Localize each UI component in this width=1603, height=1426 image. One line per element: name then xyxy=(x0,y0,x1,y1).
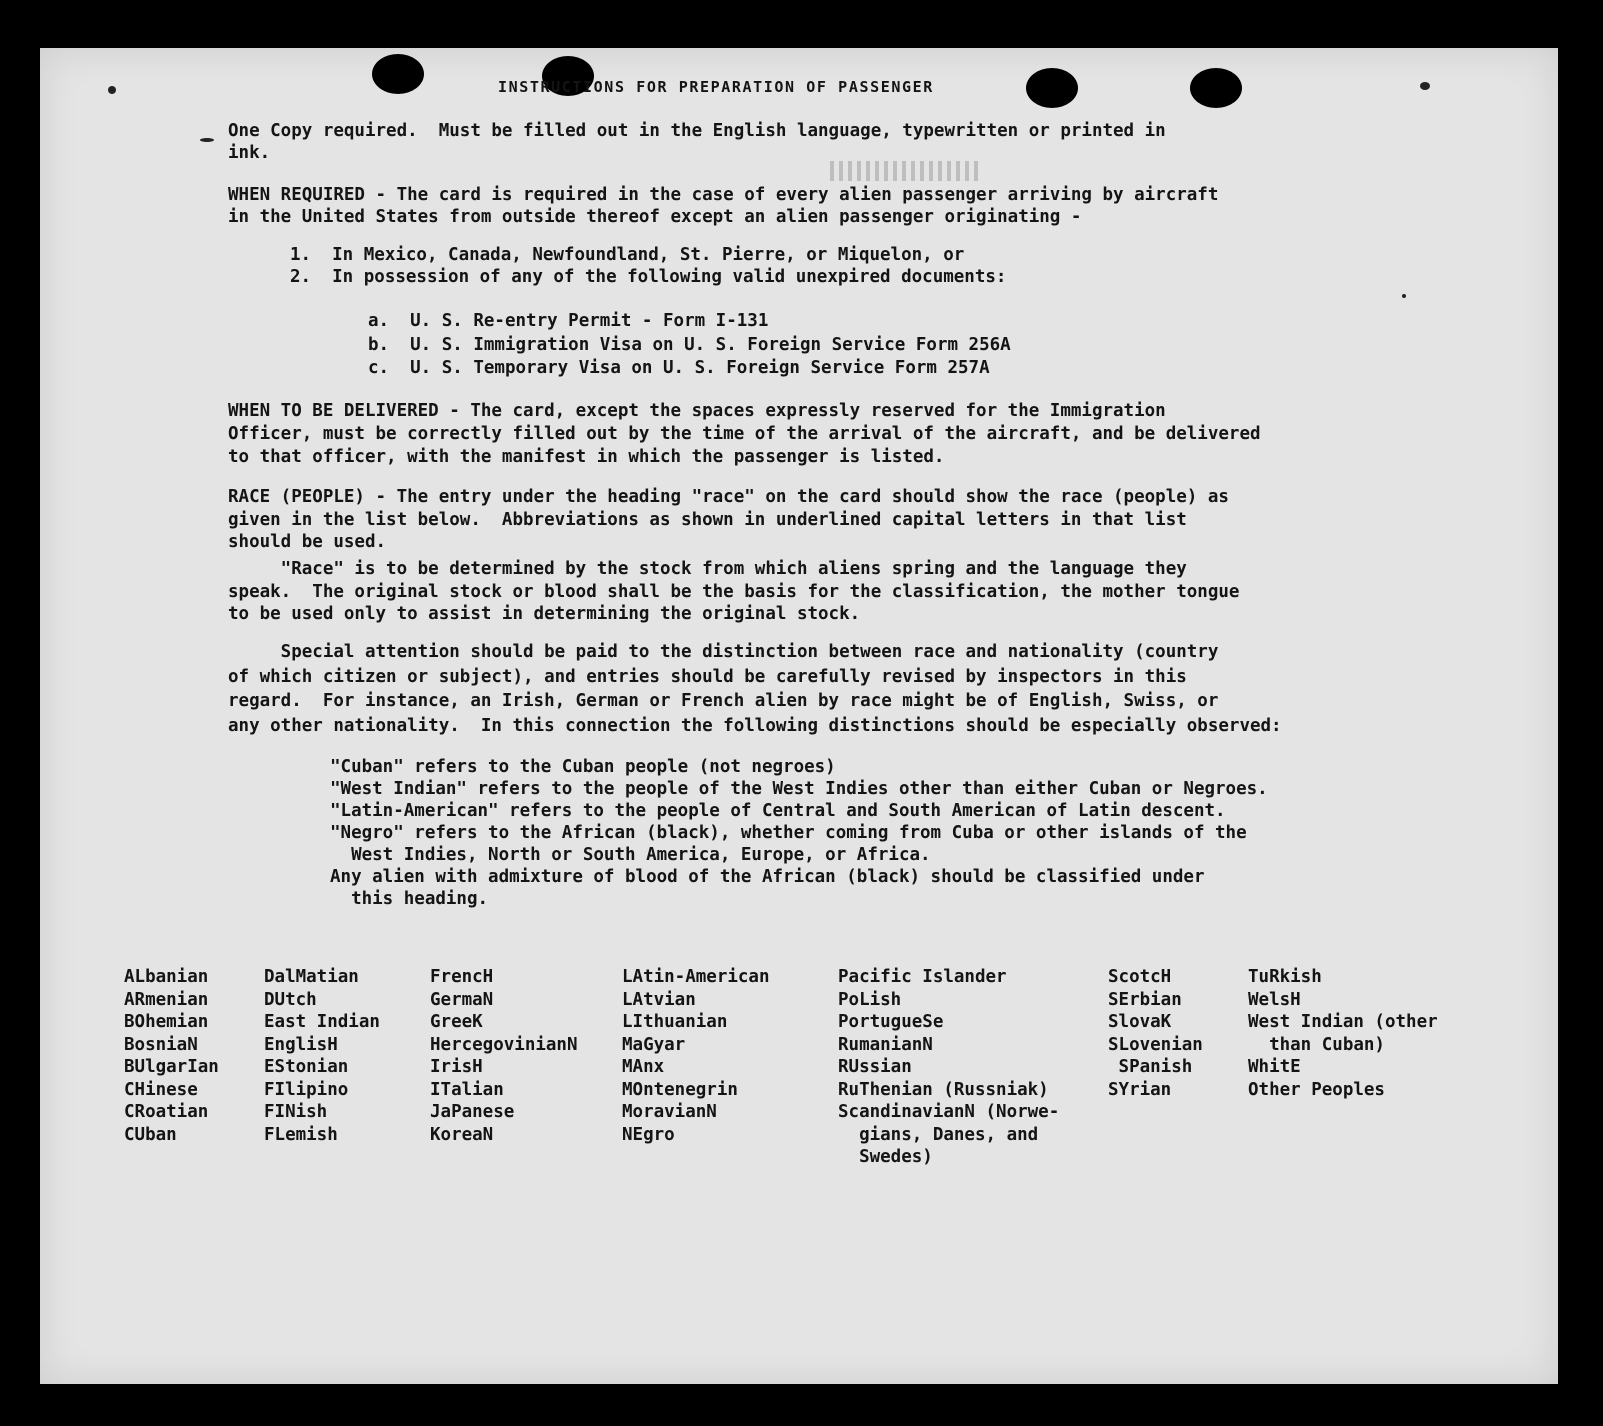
race-list-item: FLemish xyxy=(264,1124,338,1145)
race-list-item: ScandinavianN (Norwe- xyxy=(838,1102,1060,1122)
race-list-item: WelsH xyxy=(1248,989,1301,1010)
race-list-column-1 xyxy=(124,966,219,1146)
text-line: WHEN TO BE DELIVERED - The card, except the spaces expressly reserved for the Immigration xyxy=(228,401,1166,421)
race-list-item: East Indian xyxy=(264,1012,380,1032)
speck xyxy=(200,138,214,142)
race-list-item: ScotcH xyxy=(1108,967,1172,987)
race-list-item: ALbanian xyxy=(124,967,209,987)
race-list-item: SLovenian xyxy=(1108,1034,1203,1055)
text-line: RACE (PEOPLE) - The entry under the heading "race" on the card should show the race (people) as xyxy=(228,487,1229,507)
text-line: any other nationality. In this connection the following distinctions should be especially observed: xyxy=(228,715,1282,736)
race-definition-paragraph xyxy=(228,558,1239,626)
race-list-item: SErbian xyxy=(1108,989,1182,1010)
list-item: "Latin-American" refers to the people of Central and South American of Latin descent. xyxy=(330,801,1226,821)
race-list-item: MoravianN xyxy=(622,1102,717,1122)
race-list-item: HercegovinianN xyxy=(430,1034,578,1055)
race-list-item: SlovaK xyxy=(1108,1012,1172,1032)
race-list-item: GermaN xyxy=(430,989,494,1010)
race-list-item: RuThenian (Russniak) xyxy=(838,1079,1049,1100)
when-delivered-paragraph xyxy=(228,400,1261,469)
race-list-item: PoLish xyxy=(838,989,902,1010)
text-line: of which citizen or subject), and entries should be carefully revised by inspectors in this xyxy=(228,666,1187,687)
speck xyxy=(108,86,116,94)
list-item: "West Indian" refers to the people of the West Indies other than either Cuban or Negroes. xyxy=(330,779,1268,799)
race-list-item: CUban xyxy=(124,1124,177,1145)
race-list-item: NEgro xyxy=(622,1124,675,1145)
text-line: in the United States from outside thereof except an alien passenger originating - xyxy=(228,207,1082,227)
race-list-item: ARmenian xyxy=(124,989,209,1010)
race-list-item: RUssian xyxy=(838,1057,912,1077)
race-list-column-6 xyxy=(1108,966,1203,1101)
list-item: this heading. xyxy=(330,889,489,909)
race-list-item: MAnx xyxy=(622,1057,665,1077)
race-list-item: Pacific Islander xyxy=(838,967,1007,987)
race-list-item: than Cuban) xyxy=(1248,1034,1385,1055)
text-line: to be used only to assist in determining the original stock. xyxy=(228,604,861,624)
text-line: "Race" is to be determined by the stock from which aliens spring and the language they xyxy=(228,559,1187,579)
race-list-item: SPanish xyxy=(1108,1057,1193,1077)
race-list-column-4 xyxy=(622,966,770,1146)
when-required-paragraph xyxy=(228,184,1218,228)
punch-hole xyxy=(1026,68,1078,108)
document-sublist xyxy=(368,310,1011,381)
document-page xyxy=(40,48,1558,1384)
race-list-item: LAtvian xyxy=(622,989,696,1010)
race-list-item: DalMatian xyxy=(264,967,359,987)
punch-hole xyxy=(372,54,424,94)
text-line: Officer, must be correctly filled out by the time of the arrival of the aircraft, and be delivered xyxy=(228,424,1261,444)
text-line: ink. xyxy=(228,143,271,163)
race-list-item: RumanianN xyxy=(838,1034,933,1055)
list-item: "Cuban" refers to the Cuban people (not negroes) xyxy=(330,757,836,777)
when-required-list xyxy=(290,244,1006,288)
race-list-item: BOhemian xyxy=(124,1012,209,1032)
race-list-item: PortugueSe xyxy=(838,1012,944,1032)
list-item: West Indies, North or South America, Europe, or Africa. xyxy=(330,845,931,865)
list-item: b. U. S. Immigration Visa on U. S. Foreign Service Form 256A xyxy=(368,334,1011,355)
race-list-item: KoreaN xyxy=(430,1124,494,1145)
race-list-column-3 xyxy=(430,966,578,1146)
race-list-item: BosniaN xyxy=(124,1034,198,1055)
race-list-item: ITalian xyxy=(430,1079,504,1100)
race-list-column-5 xyxy=(838,966,1059,1169)
punch-hole xyxy=(1190,68,1242,108)
intro-paragraph xyxy=(228,120,1166,164)
race-list-item: MaGyar xyxy=(622,1034,686,1055)
race-list-item: EStonian xyxy=(264,1057,349,1077)
text-line: One Copy required. Must be filled out in the English language, typewritten or printed in xyxy=(228,121,1166,141)
list-item: 1. In Mexico, Canada, Newfoundland, St. Pierre, or Miquelon, or xyxy=(290,245,965,265)
race-list-item: MOntenegrin xyxy=(622,1079,738,1100)
race-list-item: CRoatian xyxy=(124,1102,209,1122)
race-list-item: EnglisH xyxy=(264,1034,338,1055)
race-list-item: BUlgarIan xyxy=(124,1057,219,1077)
race-list-item: LIthuanian xyxy=(622,1012,728,1032)
race-list-item: DUtch xyxy=(264,989,317,1010)
race-list-item: Other Peoples xyxy=(1248,1079,1385,1100)
list-item: "Negro" refers to the African (black), whether coming from Cuba or other islands of the xyxy=(330,823,1247,843)
race-list-item: TuRkish xyxy=(1248,967,1322,987)
race-paragraph xyxy=(228,486,1229,554)
race-list-column-7 xyxy=(1248,966,1438,1101)
text-line: WHEN REQUIRED - The card is required in the case of every alien passenger arriving by aircraft xyxy=(228,185,1219,205)
list-item: c. U. S. Temporary Visa on U. S. Foreign Service Form 257A xyxy=(368,358,990,378)
race-list-item: GreeK xyxy=(430,1012,483,1032)
text-line: Special attention should be paid to the distinction between race and nationality (country xyxy=(228,642,1219,662)
race-list-item: IrisH xyxy=(430,1057,483,1077)
faded-stamp xyxy=(830,161,980,181)
race-list-item: West Indian (other xyxy=(1248,1012,1438,1032)
list-item: a. U. S. Re-entry Permit - Form I-131 xyxy=(368,311,769,331)
race-list-item: Swedes) xyxy=(838,1147,933,1167)
nationality-paragraph xyxy=(228,640,1282,738)
text-line: speak. The original stock or blood shall be the basis for the classification, the mother tongue xyxy=(228,581,1240,602)
speck xyxy=(1420,82,1430,90)
text-line: regard. For instance, an Irish, German or French alien by race might be of English, Swiss, or xyxy=(228,691,1219,711)
text-line: to that officer, with the manifest in which the passenger is listed. xyxy=(228,447,945,467)
race-list-item: JaPanese xyxy=(430,1102,515,1122)
distinctions-list xyxy=(330,756,1268,910)
race-list-item: WhitE xyxy=(1248,1057,1301,1077)
speck xyxy=(1402,294,1406,298)
race-list-item: LAtin-American xyxy=(622,967,770,987)
race-list-item: FrencH xyxy=(430,967,494,987)
list-item: 2. In possession of any of the following valid unexpired documents: xyxy=(290,267,1007,287)
text-line: given in the list below. Abbreviations as shown in underlined capital letters in that list xyxy=(228,509,1187,530)
race-list-item: FINish xyxy=(264,1102,328,1122)
race-list-item: FIlipino xyxy=(264,1079,349,1100)
race-list-item: CHinese xyxy=(124,1079,198,1100)
text-line: should be used. xyxy=(228,532,387,552)
race-list-column-2 xyxy=(264,966,380,1146)
list-item: Any alien with admixture of blood of the African (black) should be classified under xyxy=(330,867,1205,887)
race-list-item: SYrian xyxy=(1108,1079,1172,1100)
page-title: INSTRUCTIONS FOR PREPARATION OF PASSENGER xyxy=(498,78,934,96)
race-list-item: gians, Danes, and xyxy=(838,1124,1039,1145)
